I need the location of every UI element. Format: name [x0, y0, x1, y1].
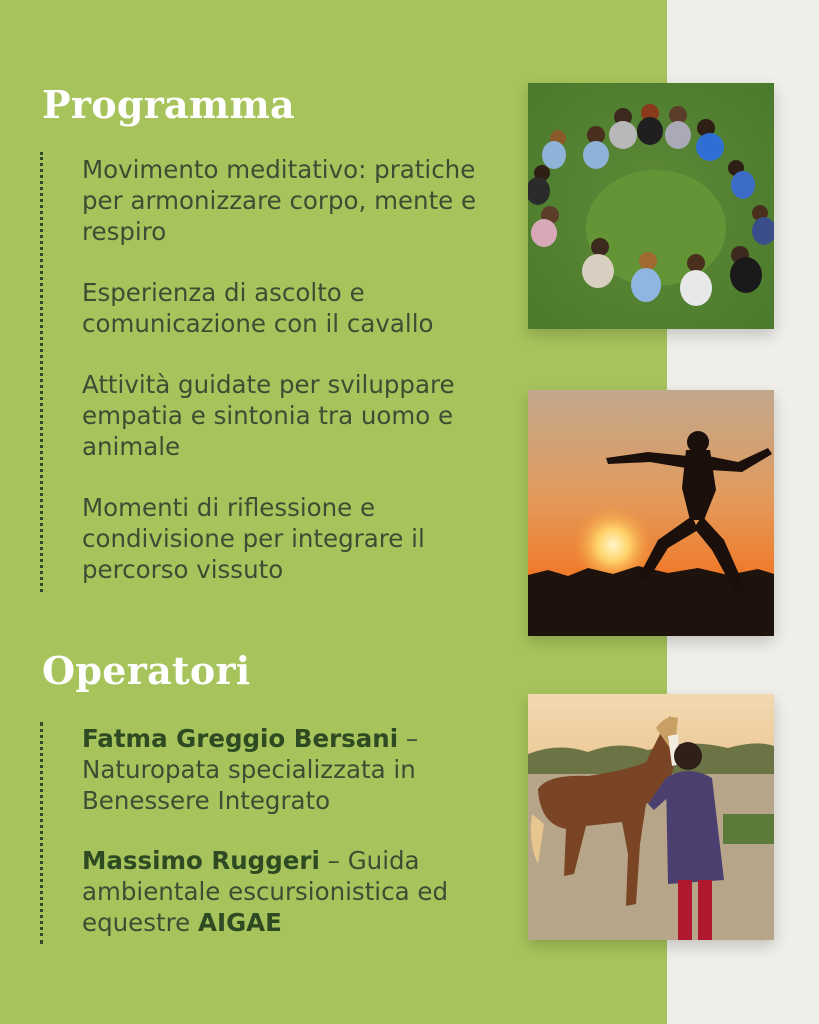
operatori-dotted-divider: [40, 722, 43, 944]
operator-name: Fatma Greggio Bersani: [82, 724, 399, 753]
horse-woman-photo: [528, 694, 774, 940]
operator-item: [82, 845, 512, 938]
programma-item: Esperienza di ascolto e comunicazione con il cavallo: [82, 278, 434, 338]
operator-separator: –: [319, 846, 348, 875]
operator-role: Guida ambientale escursionistica ed equestre: [82, 846, 449, 937]
programma-heading: Programma: [42, 82, 295, 127]
operator-role: Naturopata specializzata in Benessere Integrato: [82, 755, 416, 815]
programma-item: Momenti di riflessione e condivisione per integrare il percorso vissuto: [82, 493, 425, 584]
operator-role-bold: AIGAE: [198, 908, 282, 937]
operatori-heading: Operatori: [42, 648, 251, 693]
programma-item: Attività guidate per sviluppare empatia e sintonia tra uomo e animale: [82, 370, 455, 461]
operatori-list: [82, 723, 512, 967]
operator-separator: –: [398, 724, 419, 753]
operator-name: Massimo Ruggeri: [82, 846, 320, 875]
programma-dotted-divider: [40, 152, 43, 592]
sunset-yoga-photo: [528, 390, 774, 636]
group-circle-photo: [528, 83, 774, 329]
programma-list: [82, 154, 512, 615]
programma-item: Movimento meditativo: pratiche per armonizzare corpo, mente e respiro: [82, 155, 477, 246]
operator-item: [82, 723, 512, 816]
